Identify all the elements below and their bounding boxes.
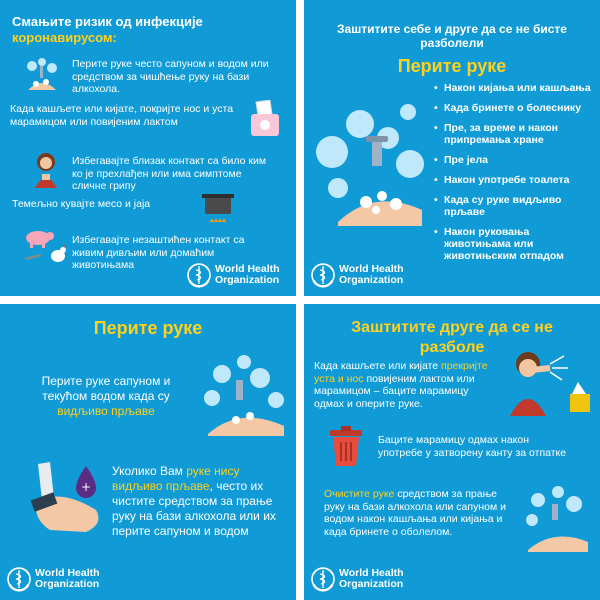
- panel4-text3: Очистите руке средством за прање руку на бази алкохола или сапуном и водом након кашљања или кијања и када бринете о обoлелом.: [324, 488, 506, 538]
- panel2-header: Заштитите себе и друге да се не бисте разболели: [337, 22, 567, 50]
- animals-icon: [20, 228, 70, 268]
- list-item: • Пре јела: [434, 154, 594, 166]
- who-emblem-icon: [186, 262, 212, 288]
- panel4-text1: Када кашљете или кијате прекријте уста и нос повијеним лактом или марамицом – баците марамицу одмах и оперите руке.: [314, 360, 488, 410]
- tip-cover-cough: Када кашљете или кијате, покријте нос и уста марамицом или повијеним лактом: [10, 103, 234, 128]
- tip-cook-food: Темељно кувајте месо и јаја: [12, 198, 151, 210]
- panel3-text1: Перите руке сапуном и текућом водом када су видљиво прљаве: [41, 374, 171, 418]
- handwashing-illustration: [520, 482, 594, 554]
- panel1-title: Смањите ризик од инфекције коронавирусом:: [12, 14, 203, 45]
- list-item: • Након употребе тоалета: [434, 174, 594, 186]
- who-logo: World Health Organization: [310, 262, 404, 288]
- tip-wash-hands: Перите руке често сапуном и водом или средством за чишћење руку на бази алкохола.: [72, 58, 269, 95]
- who-emblem-icon: [6, 566, 32, 592]
- panel3-text2: Уколико Вам руке нису видљиво прљаве, често их чистите средством за прање руку на бази алкохола или их перите сапуном и водом: [112, 464, 276, 538]
- sick-person-icon: [30, 150, 62, 188]
- panel2-title: Перите руке: [397, 56, 507, 76]
- who-logo: World Health Organization: [310, 566, 404, 592]
- handwashing-icon: [22, 56, 62, 96]
- tissue-box-icon: [248, 100, 282, 140]
- tip-avoid-animals: Избегавајте незаштићен контакт са живим дивљим или домаћим животињама: [72, 234, 245, 271]
- who-emblem-icon: [310, 566, 336, 592]
- panel4-title: Заштитите друге да се не разболе: [351, 319, 553, 356]
- panel-wash-hands-when: [304, 0, 600, 296]
- wash-hands-list: [434, 82, 594, 270]
- panel-protect-others: [304, 304, 600, 600]
- handwashing-illustration: [196, 350, 292, 440]
- list-item: • Када су руке видљиво прљаве: [434, 194, 594, 218]
- panel4-text2: Баците марамицу одмах након употребе у затворену канту за отпатке: [378, 434, 567, 459]
- who-emblem-icon: [310, 262, 336, 288]
- list-item: • Када бринете о болеснику: [434, 102, 594, 114]
- svg-text:+: +: [80, 480, 92, 494]
- list-item: • Пре, за време и након припремања хране: [434, 122, 594, 146]
- list-item: • Након руковања животињама или животињским отпадом: [434, 226, 594, 262]
- handwashing-illustration: [310, 92, 440, 232]
- hand-sanitizer-icon: [30, 458, 110, 548]
- panel3-title: Перите руке: [93, 318, 203, 338]
- trash-can-icon: [328, 426, 364, 468]
- list-item: • Након кијања или кашљања: [434, 82, 594, 94]
- panel-wash-hands: [0, 304, 296, 600]
- cooking-pot-icon: [200, 190, 236, 224]
- who-logo: World Health Organization: [6, 566, 100, 592]
- sneezing-person-icon: [502, 346, 598, 428]
- who-logo: World Health Organization: [186, 262, 280, 288]
- panel-reduce-risk: [0, 0, 296, 296]
- tip-avoid-contact: Избегавајте близак контакт са било ким ко је прехлађен или има симптоме сличне грипу: [72, 155, 267, 192]
